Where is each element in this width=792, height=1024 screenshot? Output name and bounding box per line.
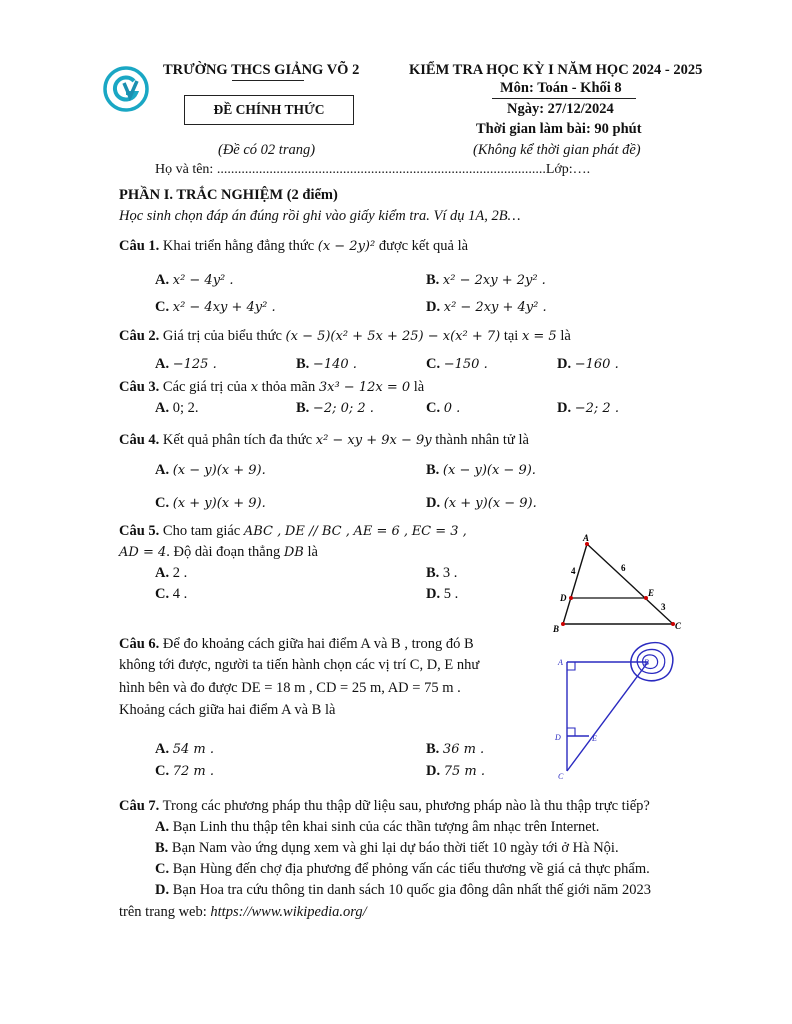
svg-text:C: C [675,621,682,631]
svg-text:E: E [648,588,655,598]
section-instruction: Học sinh chọn đáp án đúng rồi ghi vào giấy kiểm tra. Ví dụ 1A, 2B… [119,208,521,224]
svg-text:B: B [644,658,649,667]
question-4: Câu 4. Kết quả phân tích đa thức x² − xy + 9x − 9y thành nhân tử là [119,432,529,448]
q5-option-b[interactable]: B. 3 . [426,565,458,581]
school-underline [232,80,304,81]
question-6-line-3: hình bên và đo được DE = 18 m , CD = 25 m, AD = 75 m . [119,680,461,696]
subject: Môn: Toán - Khối 8 [500,80,622,96]
distance-figure [548,638,698,783]
official-box: ĐỀ CHÍNH THỨC [184,95,354,125]
svg-text:4: 4 [571,566,576,576]
q6-option-d[interactable]: D. 75 m . [426,763,486,779]
svg-text:3: 3 [661,602,666,612]
wikipedia-link[interactable]: https://www.wikipedia.org/ [210,904,367,920]
q2-option-a[interactable]: A. −125 . [155,356,217,372]
q7-option-d[interactable]: D. Bạn Hoa tra cứu thông tin danh sách 10 quốc gia đông dân nhất thế giới năm 2023 [155,882,651,898]
question-6-line-4: Khoảng cách giữa hai điểm A và B là [119,702,336,718]
q7-option-d-cont: trên trang web: https://www.wikipedia.org/ [119,904,367,920]
exam-date: Ngày: 27/12/2024 [507,101,614,117]
q3-option-c[interactable]: C. 0 . [426,400,461,416]
q3-option-a[interactable]: A. 0; 2. [155,400,199,416]
q6-option-a[interactable]: A. 54 m . [155,741,215,757]
subject-underline [492,98,636,99]
q4-option-a[interactable]: A. (x − y)(x + 9). [155,462,266,478]
svg-text:A: A [583,533,590,543]
question-7: Câu 7. Trong các phương pháp thu thập dữ liệu sau, phương pháp nào là thu thập trực tiếp? [119,798,650,814]
triangle-figure [545,530,695,640]
q1-option-d[interactable]: D. x² − 2xy + 4y² . [426,299,547,315]
q3-option-b[interactable]: B. −2; 0; 2 . [296,400,374,416]
q4-option-d[interactable]: D. (x + y)(x − 9). [426,495,537,511]
svg-text:6: 6 [621,563,626,573]
exam-title: KIỂM TRA HỌC KỲ I NĂM HỌC 2024 - 2025 [409,62,703,78]
q1-option-c[interactable]: C. x² − 4xy + 4y² . [155,299,276,315]
pages-note: (Đề có 02 trang) [218,142,316,158]
q7-option-c[interactable]: C. Bạn Hùng đến chợ địa phương để phỏng vấn các tiểu thương về giá cả thực phẩm. [155,861,650,877]
time-note: (Không kể thời gian phát đề) [473,142,641,158]
question-3: Câu 3. Các giá trị của x thỏa mãn 3x³ − 12x = 0 là [119,379,425,395]
section-title: PHẦN I. TRẮC NGHIỆM (2 điểm) [119,187,338,203]
q1-option-b[interactable]: B. x² − 2xy + 2y² . [426,272,546,288]
q3-option-d[interactable]: D. −2; 2 . [557,400,619,416]
q2-option-d[interactable]: D. −160 . [557,356,619,372]
q4-option-b[interactable]: B. (x − y)(x − 9). [426,462,536,478]
point-b [561,622,565,626]
svg-text:D: D [560,593,567,603]
q1-option-a[interactable]: A. x² − 4y² . [155,272,234,288]
svg-text:A: A [558,658,563,667]
q6-option-b[interactable]: B. 36 m . [426,741,485,757]
svg-text:B: B [553,624,560,634]
q5-option-c[interactable]: C. 4 . [155,586,188,602]
question-5-line-1: Câu 5. Cho tam giác ABC , DE // BC , AE = 6 , EC = 3 , [119,523,467,539]
svg-text:D: D [555,733,561,742]
gv-logo-icon [103,66,149,112]
question-2: Câu 2. Giá trị của biểu thức (x − 5)(x² + 5x + 25) − x(x² + 7) tại x = 5 là [119,328,571,344]
question-5-line-2: AD = 4. Độ dài đoạn thẳng DB là [119,544,318,560]
q7-option-a[interactable]: A. Bạn Linh thu thập tên khai sinh của các thần tượng âm nhạc trên Internet. [155,819,600,835]
question-6-line-1: Câu 6. Để đo khoảng cách giữa hai điểm A và B , trong đó B [119,636,474,652]
question-6-line-2: không tới được, người ta tiến hành chọn các vị trí C, D, E như [119,657,480,673]
question-1: Câu 1. Khai triển hằng đẳng thức (x − 2y)² được kết quả là [119,238,469,254]
q4-option-c[interactable]: C. (x + y)(x + 9). [155,495,266,511]
q2-option-b[interactable]: B. −140 . [296,356,357,372]
q6-option-c[interactable]: C. 72 m . [155,763,215,779]
q2-option-c[interactable]: C. −150 . [426,356,488,372]
name-line: Họ và tên: ..............................................................................................Lớp:…. [155,162,591,177]
exam-duration: Thời gian làm bài: 90 phút [476,121,642,137]
svg-text:E: E [592,734,597,743]
school-name: TRƯỜNG THCS GIẢNG VÕ 2 [163,62,360,78]
q5-option-a[interactable]: A. 2 . [155,565,188,581]
q5-option-d[interactable]: D. 5 . [426,586,459,602]
svg-text:C: C [558,772,564,781]
q7-option-b[interactable]: B. Bạn Nam vào ứng dụng xem và ghi lại dự báo thời tiết 10 ngày tới ở Hà Nội. [155,840,619,856]
point-d [569,596,573,600]
